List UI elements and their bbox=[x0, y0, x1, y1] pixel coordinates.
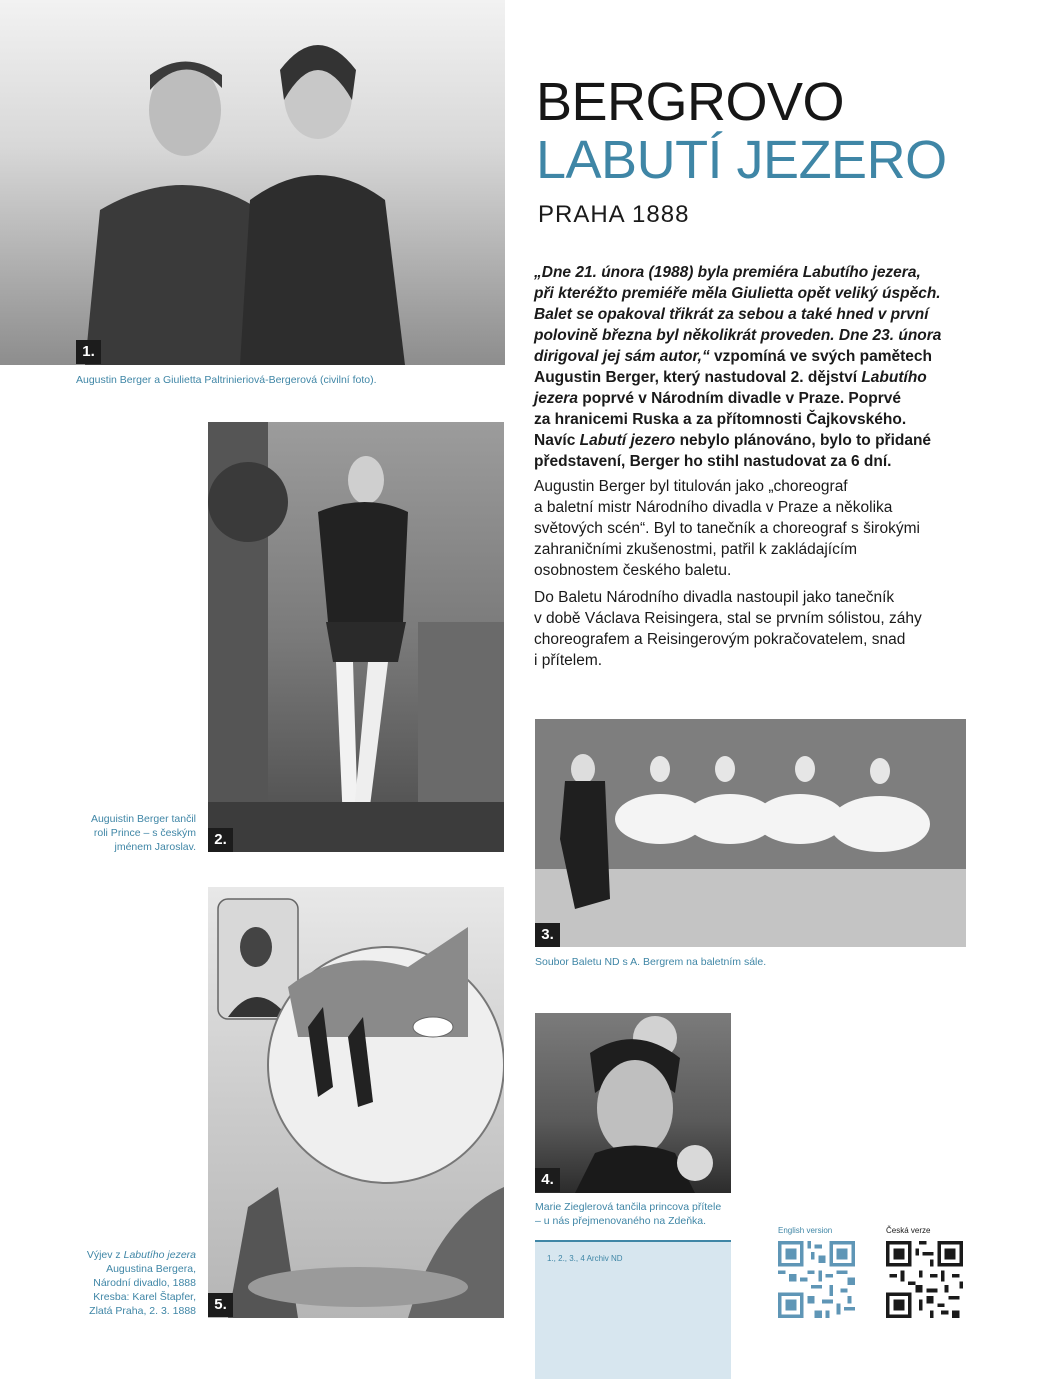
photo-number-4: 4. bbox=[535, 1168, 560, 1192]
caption-5-post: Augustina Bergera, Národní divadlo, 1888 Kresba: Karel Štapfer, Zlatá Praha, 2. 3. 1888 bbox=[89, 1263, 196, 1317]
qr-czech-code[interactable] bbox=[886, 1241, 963, 1318]
qr-english-code[interactable] bbox=[778, 1241, 855, 1318]
lead-text-a: vzpomíná ve svých pamětech bbox=[709, 348, 932, 365]
qr-english-label: English version bbox=[778, 1226, 833, 1235]
photo-caption-4: Marie Zieglerová tančila princova přítele – u nás přejmenovaného na Zdeňka. bbox=[535, 1201, 722, 1227]
lead-italic-e: Labutí jezero bbox=[579, 432, 676, 449]
paragraph-2: Do Baletu Národního divadla nastoupil jako tanečník v době Václava Reisingera, stal se prvním sólistou, záhy choreografem a Reisingerovým pokračovatelem, snad i přítelem. bbox=[534, 589, 922, 669]
photo-caption-2: Auguistin Berger tančil roli Prince – s českým jménem Jaroslav. bbox=[90, 813, 196, 853]
qr-czech-label: Česká verze bbox=[886, 1226, 931, 1235]
lead-quote-5: dirigoval jej sám autor,“ bbox=[534, 348, 710, 365]
lead-quote-3: Balet se opakoval třikrát za sebou a také hned v první bbox=[534, 306, 929, 323]
photo-berger-couple bbox=[0, 0, 505, 365]
lead-text-d: za hranicemi Ruska a za přítomnosti Čajkovského. bbox=[534, 411, 907, 428]
archive-credit-box bbox=[535, 1240, 731, 1379]
photo-swan-lake-drawing bbox=[208, 887, 504, 1318]
photo-number-1: 1. bbox=[76, 340, 101, 364]
subtitle: PRAHA 1888 bbox=[538, 201, 690, 228]
archive-credit: 1., 2., 3., 4 Archiv ND bbox=[547, 1254, 623, 1263]
photo-caption-1: Augustin Berger a Giulietta Paltrinieriová-Bergerová (civilní foto). bbox=[76, 374, 377, 386]
photo-caption-3: Soubor Baletu ND s A. Bergrem na baletním sále. bbox=[535, 956, 767, 968]
photo-number-5: 5. bbox=[208, 1293, 233, 1317]
lead-text-f: nebylo plánováno, bylo to přidané bbox=[675, 432, 932, 449]
photo-marie-zieglerova bbox=[535, 1013, 731, 1193]
caption-5-italic: Labutího jezera bbox=[123, 1249, 196, 1261]
photo-caption-5 bbox=[56, 1248, 196, 1318]
lead-quote-2: při kteréžto premiéře měla Giulietta opět veliký úspěch. bbox=[534, 285, 941, 302]
caption-5-pre: Výjev z bbox=[86, 1249, 124, 1261]
title-line-2: LABUTÍ JEZERO bbox=[536, 130, 947, 190]
lead-text-g: představení, Berger ho stihl nastudovat za 6 dní. bbox=[534, 453, 892, 470]
lead-text-b: Augustin Berger, který nastudoval 2. dějství bbox=[534, 369, 862, 386]
lead-text-c: poprvé v Národním divadle v Praze. Poprvé bbox=[577, 390, 901, 407]
paragraph-1: Augustin Berger byl titulován jako „choreograf a baletní mistr Národního divadla v Praze a několika světových scén“. Byl to tanečník a choreograf s širokými zahraničními zkušenostmi, patřil k zakládajícím osobnostem českého baletu. bbox=[534, 478, 920, 579]
lead-paragraph bbox=[534, 262, 954, 472]
photo-berger-prince bbox=[208, 422, 504, 852]
lead-italic-b: Labutího bbox=[861, 369, 927, 386]
lead-italic-c: jezera bbox=[534, 390, 578, 407]
lead-text-e: Navíc bbox=[534, 432, 580, 449]
title-line-1: BERGROVO bbox=[536, 72, 845, 132]
lead-quote-1: „Dne 21. února (1988) byla premiéra Labutího jezera, bbox=[534, 264, 921, 281]
photo-number-3: 3. bbox=[535, 923, 560, 947]
lead-quote-4: polovině března byl několikrát proveden. Dne 23. února bbox=[534, 327, 942, 344]
photo-number-2: 2. bbox=[208, 828, 233, 852]
photo-ballet-ensemble bbox=[535, 719, 966, 947]
